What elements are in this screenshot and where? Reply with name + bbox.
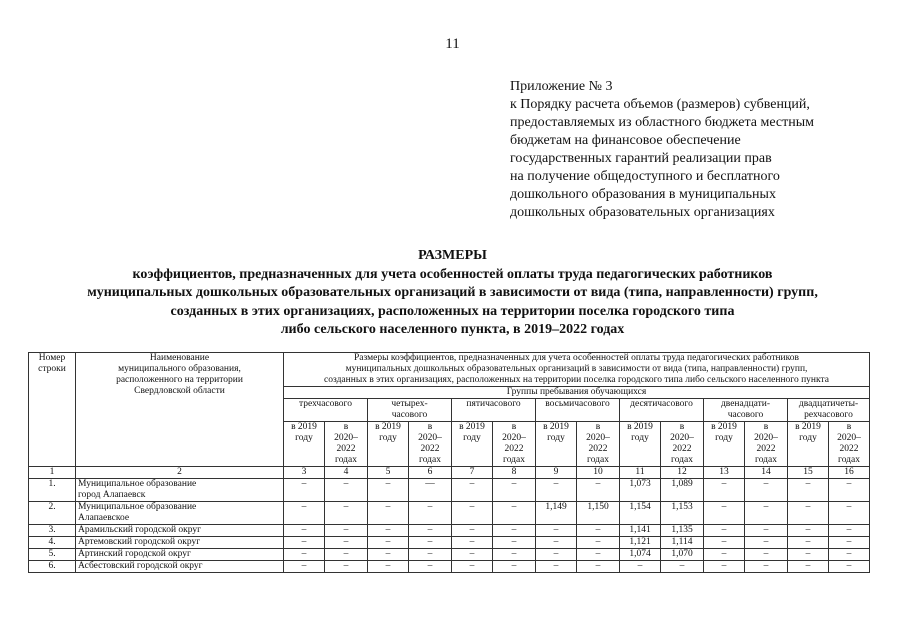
- header-year-2020-2022: в 2020– 2022 годах: [829, 422, 870, 467]
- table-row: [29, 561, 870, 573]
- coefficient-value: –: [284, 479, 325, 502]
- coefficient-value: –: [409, 537, 452, 549]
- column-number: 6: [409, 467, 452, 479]
- coefficient-value: –: [368, 525, 409, 537]
- coefficient-value: –: [284, 525, 325, 537]
- coefficient-value: –: [788, 479, 829, 502]
- coefficient-value: –: [284, 561, 325, 573]
- header-group: восьмичасового: [536, 399, 620, 422]
- coefficient-value: –: [493, 561, 536, 573]
- coefficient-value: –: [704, 549, 745, 561]
- column-number: 11: [620, 467, 661, 479]
- coefficient-value: –: [745, 502, 788, 525]
- header-year-2019: в 2019 году: [452, 422, 493, 467]
- header-group: десятичасового: [620, 399, 704, 422]
- coefficient-value: –: [325, 525, 368, 537]
- column-number: 14: [745, 467, 788, 479]
- coefficient-value: –: [788, 561, 829, 573]
- coefficient-value: –: [704, 525, 745, 537]
- column-number: 2: [76, 467, 284, 479]
- coefficient-value: –: [745, 537, 788, 549]
- coefficient-value: –: [409, 561, 452, 573]
- coefficient-value: –: [452, 549, 493, 561]
- coefficient-value: –: [368, 479, 409, 502]
- coefficient-value: –: [620, 561, 661, 573]
- coefficient-value: –: [452, 502, 493, 525]
- header-coefficient-sizes: Размеры коэффициентов, предназначенных для учета особенностей оплаты труда педагогических работников муниципальных дошкольных образовательных организаций в зависимости от вида (типа, направленности) групп, созданных в этих организациях, расположенных на территории поселка городского типа либо сельского населенного пункта: [284, 353, 870, 387]
- row-number: 5.: [29, 549, 76, 561]
- header-year-2019: в 2019 году: [620, 422, 661, 467]
- coefficient-value: –: [493, 479, 536, 502]
- title-line: коэффициентов, предназначенных для учета особенностей оплаты труда педагогических работников: [132, 266, 773, 282]
- row-number: 2.: [29, 502, 76, 525]
- coefficient-value: –: [368, 502, 409, 525]
- header-municipality: Наименование муниципального образования, расположенного на территории Свердловской области: [76, 353, 284, 467]
- header-group: трехчасового: [284, 399, 368, 422]
- coefficient-value: –: [745, 549, 788, 561]
- coefficient-value: –: [577, 479, 620, 502]
- coefficient-value: –: [409, 502, 452, 525]
- coefficient-value: –: [577, 561, 620, 573]
- coefficient-value: –: [493, 537, 536, 549]
- header-year-2020-2022: в 2020– 2022 годах: [409, 422, 452, 467]
- coefficient-value: –: [704, 479, 745, 502]
- table-row: [29, 502, 870, 525]
- header-year-2019: в 2019 году: [284, 422, 325, 467]
- coefficient-value: –: [745, 561, 788, 573]
- row-number: 4.: [29, 537, 76, 549]
- coefficient-value: –: [325, 561, 368, 573]
- coefficient-value: –: [661, 561, 704, 573]
- header-groups-label: Группы пребывания обучающихся: [284, 387, 870, 399]
- column-number: 8: [493, 467, 536, 479]
- coefficient-value: –: [704, 502, 745, 525]
- appendix-line: на получение общедоступного и бесплатного: [510, 169, 780, 184]
- coefficient-value: 1,141: [620, 525, 661, 537]
- coefficient-value: –: [788, 537, 829, 549]
- coefficient-value: –: [829, 549, 870, 561]
- row-number: 6.: [29, 561, 76, 573]
- coefficient-value: –: [829, 537, 870, 549]
- municipality-name: Муниципальное образование город Алапаевск: [76, 479, 284, 502]
- appendix-line: к Порядку расчета объемов (размеров) субвенций,: [510, 97, 810, 112]
- column-number: 15: [788, 467, 829, 479]
- municipality-name: Артемовский городской округ: [76, 537, 284, 549]
- coefficient-value: –: [409, 525, 452, 537]
- coefficient-value: –: [409, 549, 452, 561]
- municipality-name: Арамильский городской округ: [76, 525, 284, 537]
- coefficient-value: –: [536, 537, 577, 549]
- coefficient-value: –: [536, 549, 577, 561]
- coefficient-value: –: [536, 561, 577, 573]
- coefficient-value: 1,154: [620, 502, 661, 525]
- table-row: [29, 549, 870, 561]
- header-year-2020-2022: в 2020– 2022 годах: [493, 422, 536, 467]
- coefficient-value: –: [325, 537, 368, 549]
- coefficient-value: –: [829, 525, 870, 537]
- coefficient-value: –: [745, 479, 788, 502]
- title-line: муниципальных дошкольных образовательных организаций в зависимости от вида (типа, направленности) групп,: [87, 285, 818, 300]
- coefficient-value: –: [704, 537, 745, 549]
- column-number: 4: [325, 467, 368, 479]
- document-title: [0, 247, 905, 340]
- column-number: 12: [661, 467, 704, 479]
- header-year-2020-2022: в 2020– 2022 годах: [745, 422, 788, 467]
- coefficient-value: –: [829, 502, 870, 525]
- column-number: 13: [704, 467, 745, 479]
- header-group: двадцатичеты- рехчасового: [788, 399, 870, 422]
- coefficient-value: –: [577, 525, 620, 537]
- coefficient-value: –: [745, 525, 788, 537]
- coefficient-value: –: [368, 549, 409, 561]
- appendix-line: государственных гарантий реализации прав: [510, 151, 772, 166]
- coefficient-value: –: [788, 502, 829, 525]
- coefficient-value: –: [493, 502, 536, 525]
- column-number: 16: [829, 467, 870, 479]
- column-number: 7: [452, 467, 493, 479]
- header-group: пятичасового: [452, 399, 536, 422]
- coefficient-value: –: [536, 479, 577, 502]
- row-number: 1.: [29, 479, 76, 502]
- table-row: [29, 525, 870, 537]
- municipality-name: Асбестовский городской округ: [76, 561, 284, 573]
- column-number: 5: [368, 467, 409, 479]
- coefficient-value: –: [493, 525, 536, 537]
- title-line: либо сельского населенного пункта, в 2019–2022 годах: [280, 322, 625, 337]
- coefficient-value: 1,070: [661, 549, 704, 561]
- coefficient-value: –: [325, 502, 368, 525]
- column-number: 1: [29, 467, 76, 479]
- header-year-2020-2022: в 2020– 2022 годах: [325, 422, 368, 467]
- coefficient-value: 1,074: [620, 549, 661, 561]
- coefficient-value: –: [493, 549, 536, 561]
- coefficient-value: –: [788, 549, 829, 561]
- coefficient-value: 1,135: [661, 525, 704, 537]
- column-number: 9: [536, 467, 577, 479]
- coefficient-value: –: [829, 479, 870, 502]
- coefficient-value: ––: [409, 479, 452, 502]
- appendix-line: дошкольных образовательных организациях: [510, 205, 775, 220]
- coefficient-value: –: [325, 479, 368, 502]
- coefficient-value: 1,114: [661, 537, 704, 549]
- coefficient-value: –: [788, 525, 829, 537]
- appendix-line: дошкольного образования в муниципальных: [510, 187, 776, 202]
- header-group: четырех- часового: [368, 399, 452, 422]
- coefficient-value: –: [829, 561, 870, 573]
- header-group: двенадцати- часового: [704, 399, 788, 422]
- appendix-note: [510, 78, 900, 222]
- column-number: 3: [284, 467, 325, 479]
- header-row-number: Номер строки: [29, 353, 76, 467]
- coefficient-value: –: [452, 479, 493, 502]
- coefficient-value: 1,121: [620, 537, 661, 549]
- coefficient-value: –: [368, 537, 409, 549]
- header-year-2019: в 2019 году: [704, 422, 745, 467]
- coefficient-value: –: [536, 525, 577, 537]
- coefficient-value: –: [452, 561, 493, 573]
- title-heading: РАЗМЕРЫ: [418, 248, 487, 263]
- header-year-2019: в 2019 году: [536, 422, 577, 467]
- page-number: 11: [445, 36, 460, 52]
- coefficient-value: 1,089: [661, 479, 704, 502]
- coefficient-value: 1,073: [620, 479, 661, 502]
- coefficient-value: 1,153: [661, 502, 704, 525]
- coefficient-value: –: [325, 549, 368, 561]
- title-line: созданных в этих организациях, расположенных на территории поселка городского типа: [170, 303, 735, 319]
- header-year-2020-2022: в 2020– 2022 годах: [661, 422, 704, 467]
- coefficient-value: –: [284, 537, 325, 549]
- coefficient-value: –: [452, 537, 493, 549]
- coefficient-value: –: [577, 549, 620, 561]
- appendix-line: Приложение № 3: [510, 79, 613, 94]
- row-number: 3.: [29, 525, 76, 537]
- header-year-2020-2022: в 2020– 2022 годах: [577, 422, 620, 467]
- appendix-line: предоставляемых из областного бюджета местным: [510, 115, 814, 130]
- appendix-line: бюджетам на финансовое обеспечение: [510, 133, 741, 148]
- table-row: [29, 479, 870, 502]
- coefficient-value: –: [452, 525, 493, 537]
- coefficient-value: –: [368, 561, 409, 573]
- table-row: [29, 537, 870, 549]
- coefficient-value: 1,150: [577, 502, 620, 525]
- column-number: 10: [577, 467, 620, 479]
- coefficients-table: [28, 352, 870, 573]
- municipality-name: Муниципальное образование Алапаевское: [76, 502, 284, 525]
- coefficient-value: –: [577, 537, 620, 549]
- coefficient-value: 1,149: [536, 502, 577, 525]
- header-year-2019: в 2019 году: [788, 422, 829, 467]
- coefficient-value: –: [284, 549, 325, 561]
- municipality-name: Артинский городской округ: [76, 549, 284, 561]
- coefficient-value: –: [284, 502, 325, 525]
- header-year-2019: в 2019 году: [368, 422, 409, 467]
- coefficient-value: –: [704, 561, 745, 573]
